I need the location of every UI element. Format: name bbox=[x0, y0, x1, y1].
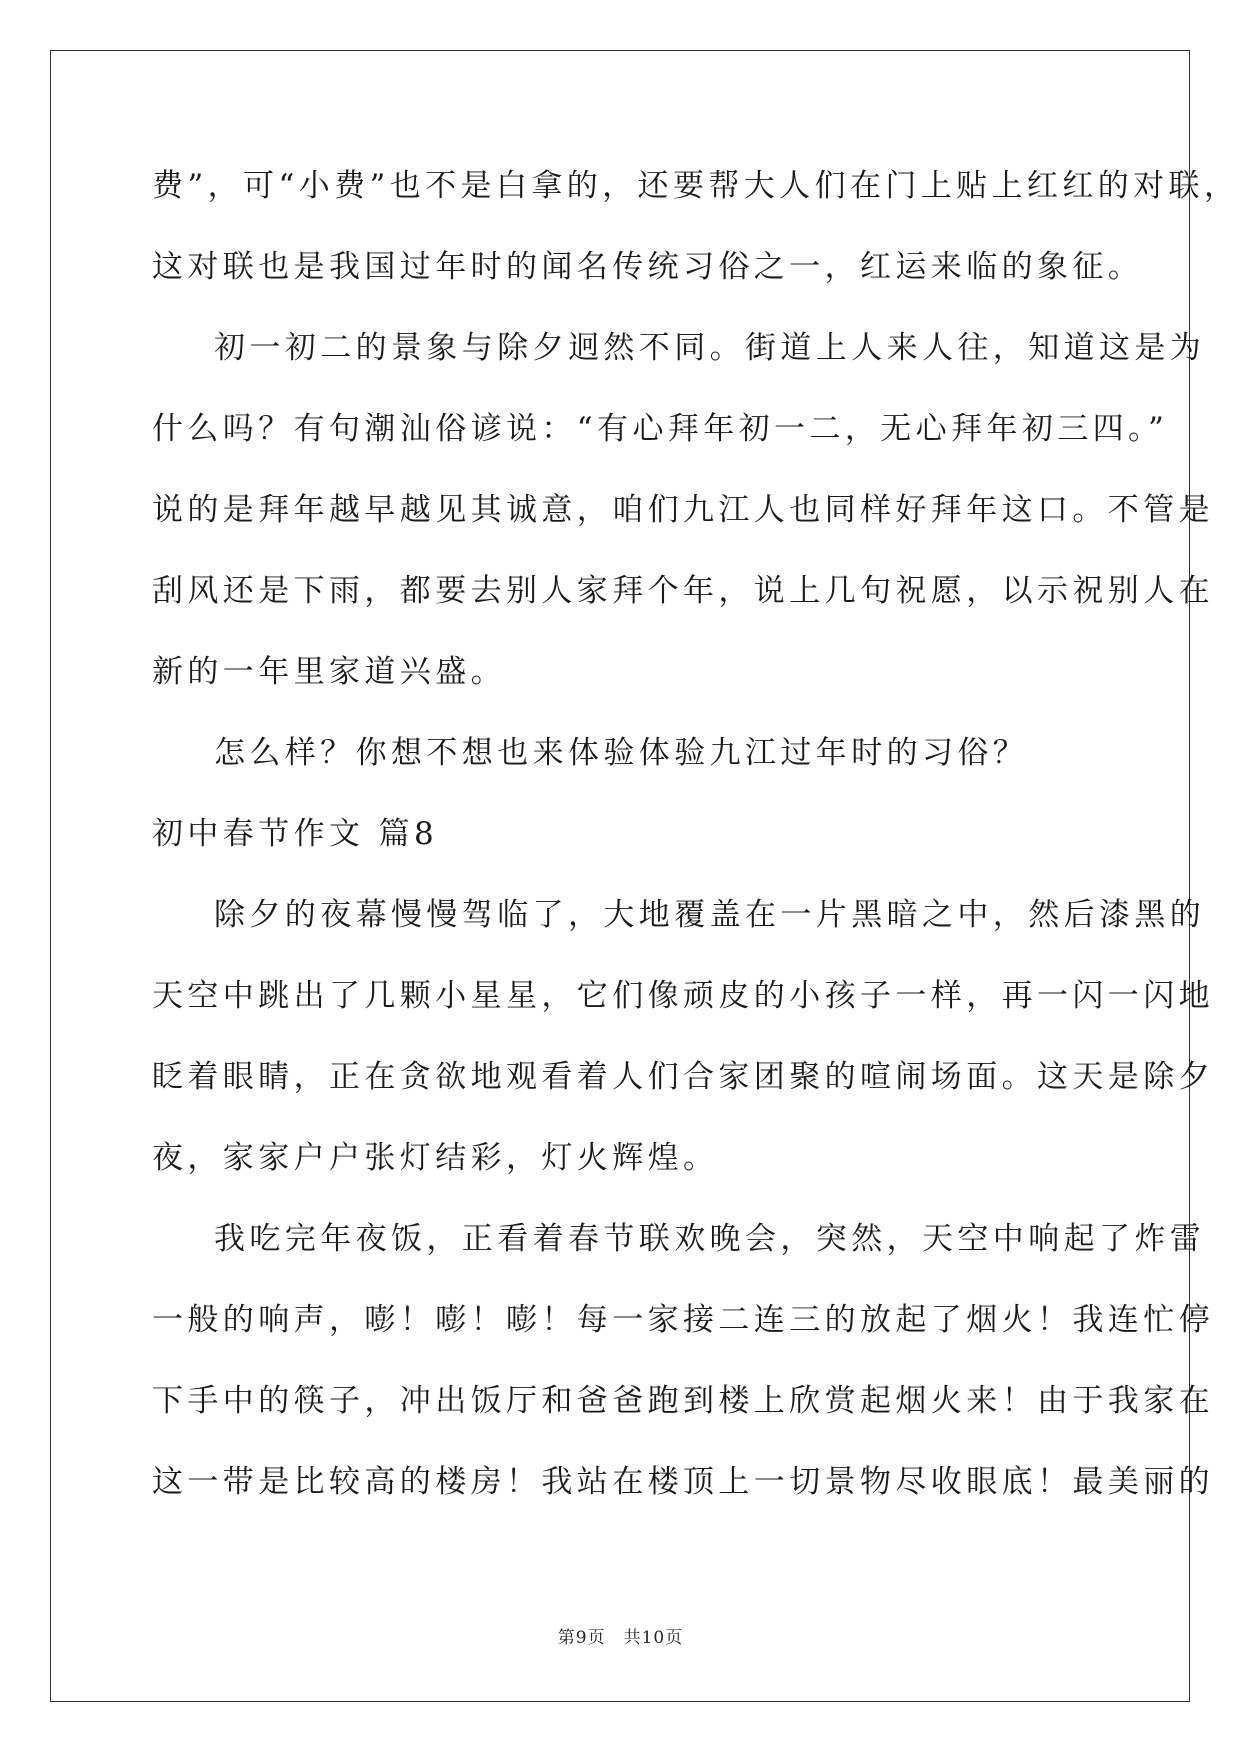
text-line: 说的是拜年越早越见其诚意，咱们九江人也同样好拜年这口。不管是 bbox=[152, 492, 1214, 528]
text-line: 一般的响声，嘭！嘭！嘭！每一家接二连三的放起了烟火！我连忙停 bbox=[152, 1302, 1214, 1338]
text-line: 费”，可“小费”也不是白拿的，还要帮大人们在门上贴上红红的对联， bbox=[152, 168, 1240, 204]
text-line: 眨着眼睛，正在贪欲地观看着人们合家团聚的喧闹场面。这天是除夕 bbox=[152, 1059, 1214, 1095]
text-line: 这一带是比较高的楼房！我站在楼顶上一切景物尽收眼底！最美丽的 bbox=[152, 1464, 1214, 1500]
text-line: 夜，家家户户张灯结彩，灯火辉煌。 bbox=[152, 1140, 719, 1176]
text-line: 我吃完年夜饭，正看着春节联欢晚会，突然，天空中响起了炸雷 bbox=[214, 1221, 1206, 1257]
text-line: 初一初二的景象与除夕迥然不同。街道上人来人往，知道这是为 bbox=[214, 330, 1206, 366]
text-line: 新的一年里家道兴盛。 bbox=[152, 654, 506, 690]
text-line: 什么吗？有句潮汕俗谚说：“有心拜年初一二，无心拜年初三四。” bbox=[152, 411, 1169, 447]
text-line: 刮风还是下雨，都要去别人家拜个年，说上几句祝愿，以示祝别人在 bbox=[152, 573, 1214, 609]
page-number: 第9页 共10页 bbox=[557, 1628, 684, 1648]
text-line: 这对联也是我国过年时的闻名传统习俗之一，红运来临的象征。 bbox=[152, 249, 1144, 285]
text-line: 除夕的夜幕慢慢驾临了，大地覆盖在一片黑暗之中，然后漆黑的 bbox=[214, 897, 1206, 933]
document-body bbox=[152, 168, 1240, 1545]
section-heading: 初中春节作文 篇8 bbox=[152, 816, 439, 852]
text-line: 下手中的筷子，冲出饭厅和爸爸跑到楼上欣赏起烟火来！由于我家在 bbox=[152, 1383, 1214, 1419]
text-line: 天空中跳出了几颗小星星，它们像顽皮的小孩子一样，再一闪一闪地 bbox=[152, 978, 1214, 1014]
text-line: 怎么样？你想不想也来体验体验九江过年时的习俗？ bbox=[214, 735, 1029, 771]
